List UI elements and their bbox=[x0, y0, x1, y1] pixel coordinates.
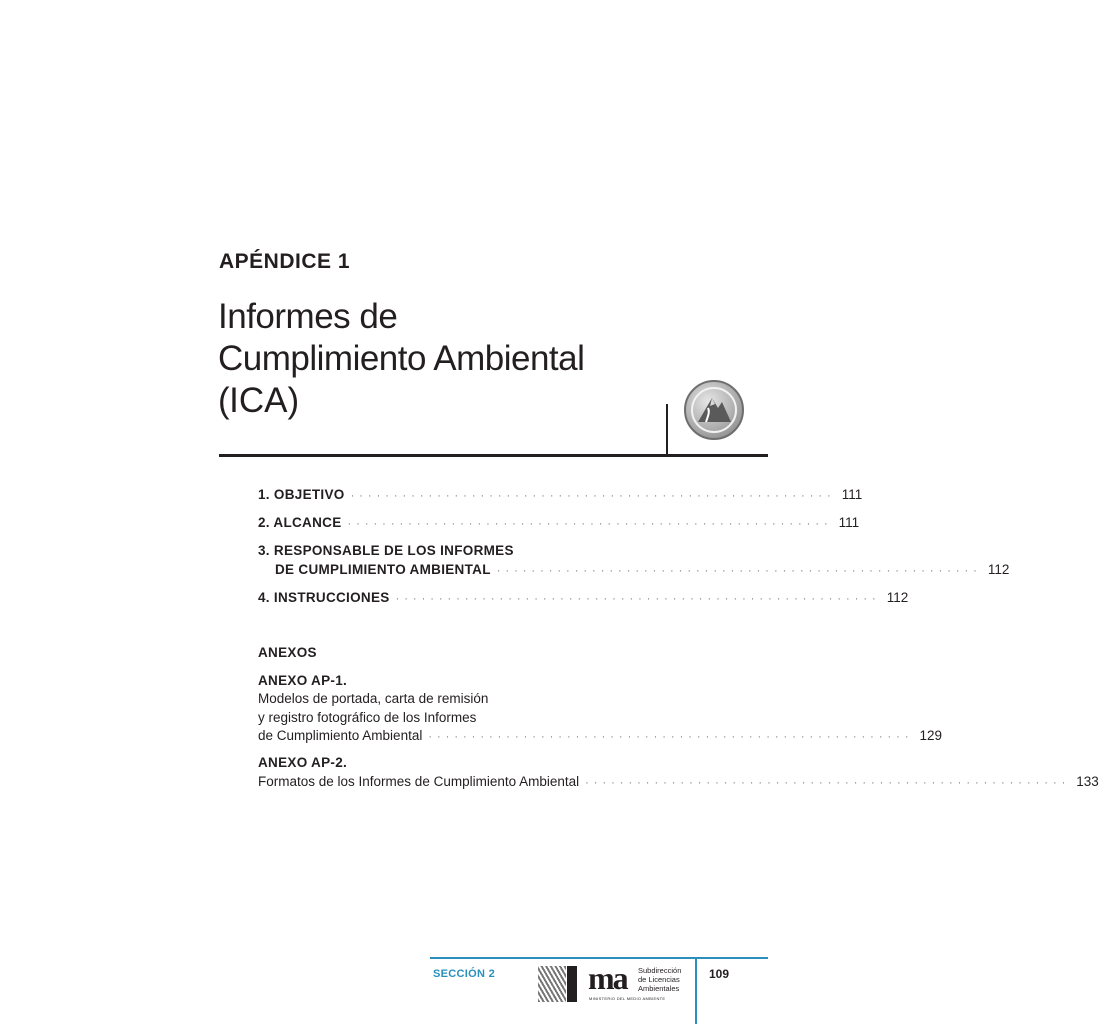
page-title bbox=[218, 296, 584, 422]
annex-entry-label: de Cumplimiento Ambiental bbox=[258, 728, 423, 743]
footer-vertical-rule bbox=[695, 957, 697, 1024]
toc-entry-page: 111 bbox=[838, 515, 860, 530]
toc-entry-page: 112 bbox=[886, 590, 909, 605]
annex-entry-page: 129 bbox=[919, 728, 943, 743]
title-line-2: Cumplimiento Ambiental bbox=[218, 339, 585, 378]
toc-entry-label: 1. OBJETIVO bbox=[258, 487, 345, 502]
horizontal-divider bbox=[219, 454, 768, 457]
agency-line-2: de Licencias bbox=[638, 975, 680, 984]
dot-leader: ························································ bbox=[428, 731, 914, 743]
annex-ap1-code[interactable]: ANEXO AP-1. bbox=[258, 673, 348, 688]
annex-ap1-entry[interactable] bbox=[258, 728, 943, 743]
dot-leader: ························································ bbox=[395, 593, 881, 605]
dot-leader: ························································ bbox=[496, 565, 982, 577]
vertical-divider bbox=[666, 404, 668, 456]
agency-name bbox=[638, 966, 693, 993]
title-line-3 bbox=[218, 380, 584, 422]
appendix-label: APÉNDICE 1 bbox=[219, 250, 351, 273]
ministry-logo: ma bbox=[588, 960, 627, 996]
annex-ap1-line1: Modelos de portada, carta de remisión bbox=[258, 691, 489, 706]
toc-entry-page: 111 bbox=[841, 487, 863, 502]
annexes-heading: ANEXOS bbox=[258, 645, 317, 660]
dot-leader: ························································ bbox=[350, 490, 836, 502]
sketch-logo-icon bbox=[538, 966, 566, 1002]
ministry-logo-subtext: MINISTERIO DEL MEDIO AMBIENTE bbox=[589, 996, 666, 1001]
toc-entry-label: 4. INSTRUCCIONES bbox=[258, 590, 390, 605]
dot-leader: ························································ bbox=[347, 518, 833, 530]
toc-entry-responsable-line1[interactable]: 3. RESPONSABLE DE LOS INFORMES bbox=[258, 543, 514, 558]
title-close-paren: ) bbox=[287, 381, 299, 420]
cas-logo-icon bbox=[567, 966, 577, 1002]
toc-entry-instrucciones[interactable] bbox=[258, 590, 909, 605]
annex-ap1-line2: y registro fotográfico de los Informes bbox=[258, 710, 477, 725]
title-line-1: Informes de bbox=[218, 297, 398, 336]
annex-ap2-entry[interactable] bbox=[258, 774, 1099, 789]
mountain-emblem-icon bbox=[684, 380, 744, 440]
annex-entry-label: Formatos de los Informes de Cumplimiento Ambiental bbox=[258, 774, 580, 789]
section-label: SECCIÓN 2 bbox=[433, 968, 495, 980]
agency-line-3: Ambientales bbox=[638, 984, 680, 993]
toc-entry-responsable[interactable] bbox=[275, 562, 1010, 577]
page-number: 109 bbox=[709, 967, 730, 981]
toc-entry-page: 112 bbox=[987, 562, 1010, 577]
annex-entry-page: 133 bbox=[1076, 774, 1099, 789]
annex-ap2-code[interactable]: ANEXO AP-2. bbox=[258, 755, 348, 770]
title-abbreviation: ICA bbox=[229, 381, 288, 420]
footer-rule bbox=[430, 957, 768, 959]
toc-entry-label: DE CUMPLIMIENTO AMBIENTAL bbox=[275, 562, 491, 577]
dot-leader: ························································ bbox=[585, 777, 1071, 789]
agency-line-1: Subdirección bbox=[638, 966, 682, 975]
toc-entry-label: 2. ALCANCE bbox=[258, 515, 342, 530]
title-open-paren: ( bbox=[218, 381, 230, 420]
toc-entry-objetivo[interactable] bbox=[258, 487, 863, 502]
toc-entry-alcance[interactable] bbox=[258, 515, 860, 530]
